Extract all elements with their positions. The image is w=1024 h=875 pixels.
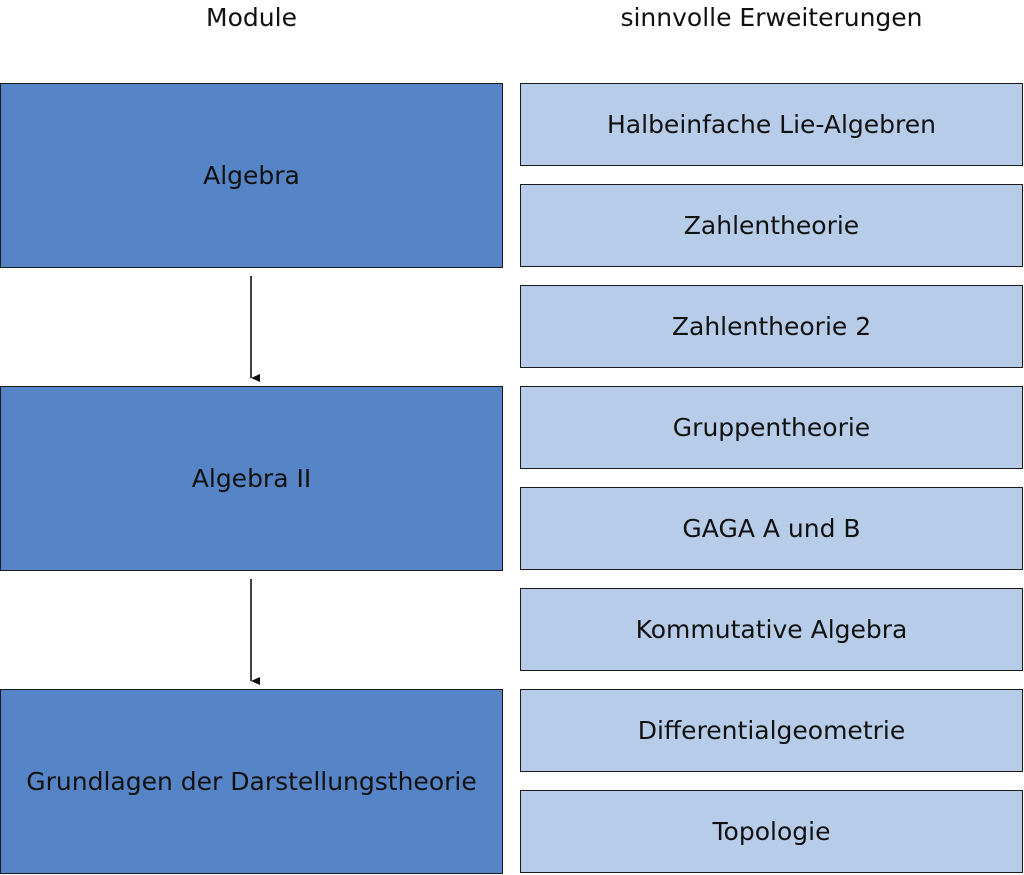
extension-label: Zahlentheorie xyxy=(683,211,860,240)
extension-box xyxy=(520,184,1023,267)
module-label: Algebra xyxy=(203,161,300,190)
extension-label: Zahlentheorie 2 xyxy=(671,312,872,341)
extension-box xyxy=(520,588,1023,671)
extension-label: Gruppentheorie xyxy=(672,413,871,442)
extension-label: Differentialgeometrie xyxy=(637,716,906,745)
extension-box xyxy=(520,790,1023,873)
extension-box xyxy=(520,285,1023,368)
extension-label: Kommutative Algebra xyxy=(635,615,908,644)
module-box-darstellungstheorie xyxy=(0,689,503,874)
module-label: Algebra II xyxy=(191,464,312,493)
extension-box xyxy=(520,689,1023,772)
extension-label: Topologie xyxy=(712,817,831,846)
extensions-column-header: sinnvolle Erweiterungen xyxy=(620,2,923,32)
extension-box xyxy=(520,83,1023,166)
extension-box xyxy=(520,487,1023,570)
modules-column-header: Module xyxy=(206,2,297,32)
extension-label: GAGA A und B xyxy=(682,514,861,543)
module-label: Grundlagen der Darstellungstheorie xyxy=(26,767,477,796)
extension-label: Halbeinfache Lie-Algebren xyxy=(607,110,936,139)
module-box-algebra-2 xyxy=(0,386,503,571)
module-box-algebra xyxy=(0,83,503,268)
extension-box xyxy=(520,386,1023,469)
